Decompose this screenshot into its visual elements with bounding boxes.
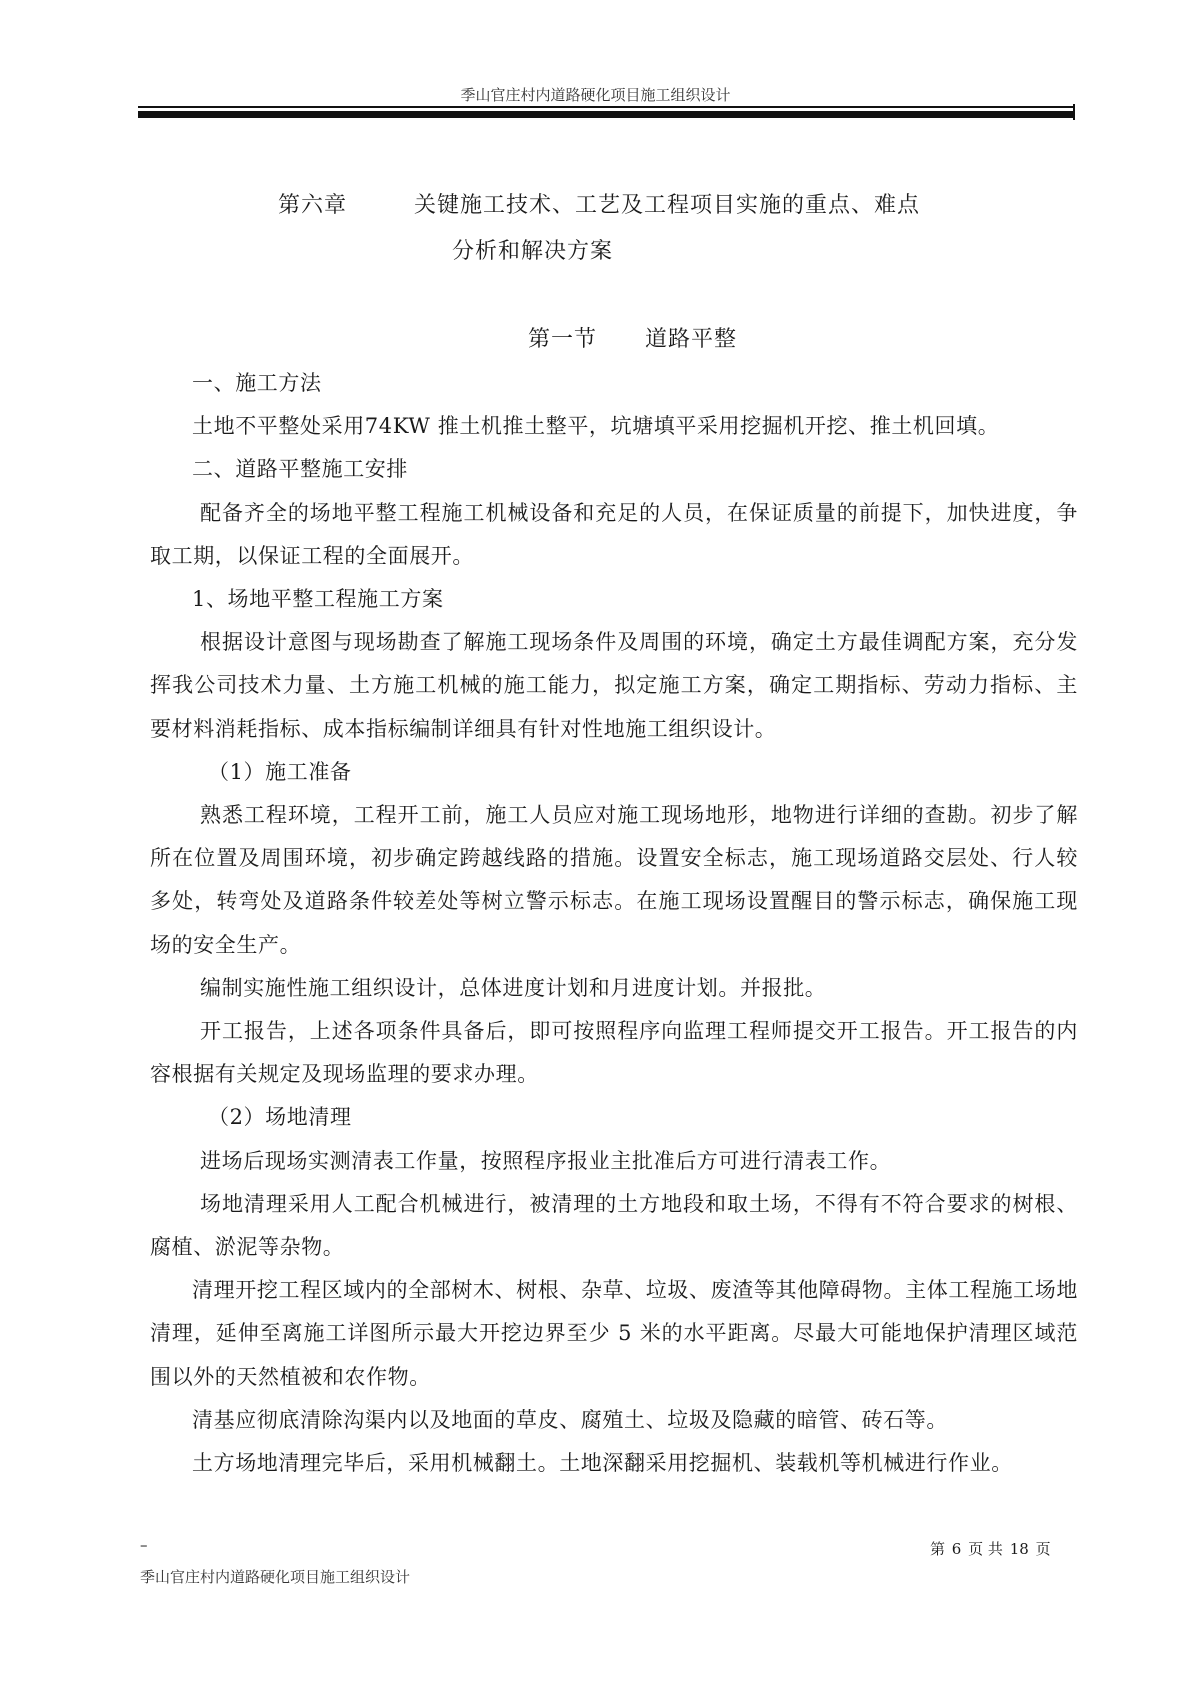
chapter-title-line2: 分析和解决方案: [452, 239, 614, 264]
paragraph: 编制实施性施工组织设计，总体进度计划和月进度计划。并报批。: [200, 975, 827, 1000]
page-mid: 页 共: [968, 1540, 1003, 1558]
paragraph: 土方场地清理完毕后，采用机械翻土。土地深翻采用挖掘机、装载机等机械进行作业。: [192, 1451, 1013, 1476]
section-heading: [528, 322, 737, 353]
footer-title: 季山官庄村内道路硬化项目施工组织设计: [140, 1568, 411, 1586]
header-rule-thin: [138, 106, 1075, 108]
paragraph: 开工报告，上述各项条件具备后，即可按照程序向监理工程师提交开工报告。开工报告的内容根据有关规定及现场监理的要求办理。: [150, 1019, 1078, 1087]
heading-construction-method: 一、施工方法: [192, 371, 322, 395]
heading-site-leveling-plan: 1、场地平整工程施工方案: [192, 587, 444, 612]
page-total: 18: [1009, 1540, 1029, 1558]
heading-road-leveling-arrangement: 二、道路平整施工安排: [192, 457, 408, 482]
chapter-label: 第六章: [278, 193, 348, 218]
paragraph: 熟悉工程环境，工程开工前，施工人员应对施工现场地形，地物进行详细的查勘。初步了解所在位置及周围环境，初步确定跨越线路的措施。设置安全标志，施工现场道路交层处、行人较多处，转弯处及道路条件较差处等树立警示标志。在施工现场设置醒目的警示标志，确保施工现场的安全生产。: [150, 803, 1078, 957]
page-current: 6: [951, 1540, 962, 1558]
header-rule-thick: [138, 111, 1075, 118]
paragraph: 清基应彻底清除沟渠内以及地面的草皮、腐殖土、垃圾及隐藏的暗管、砖石等。: [192, 1407, 948, 1432]
paragraph: 配备齐全的场地平整工程施工机械设备和充足的人员，在保证质量的前提下，加快进度，争取工期，以保证工程的全面展开。: [150, 500, 1078, 568]
page-prefix: 第: [930, 1540, 946, 1558]
page-suffix: 页: [1035, 1540, 1051, 1558]
section-title: 道路平整: [645, 327, 738, 352]
chapter-title-line1: 关键施工技术、工艺及工程项目实施的重点、难点: [414, 193, 921, 218]
paragraph: 根据设计意图与现场勘查了解施工现场条件及周围的环境，确定土方最佳调配方案，充分发挥我公司技术力量、土方施工机械的施工能力，拟定施工方案，确定工期指标、劳动力指标、主要材料消耗指标、成本指标编制详细具有针对性地施工组织设计。: [150, 630, 1078, 741]
heading-site-clearing: （2）场地清理: [208, 1105, 352, 1130]
paragraph: 进场后现场实测清表工作量，按照程序报业主批准后方可进行清表工作。: [200, 1148, 892, 1173]
paragraph: 清理开挖工程区域内的全部树木、树根、杂草、垃圾、废渣等其他障碍物。主体工程施工场地清理，延伸至离施工详图所示最大开挖边界至少 5 米的水平距离。尽最大可能地保护清理区域范围以外的天然植被和农作物。: [150, 1278, 1078, 1389]
header-title: 季山官庄村内道路硬化项目施工组织设计: [460, 86, 731, 104]
header-rule-end: [1073, 104, 1075, 120]
paragraph: 土地不平整处采用74KW 推土机推土整平，坑塘填平采用挖掘机开挖、推土机回填。: [192, 414, 1000, 439]
heading-construction-preparation: （1）施工准备: [208, 759, 352, 784]
footer-dash: –: [140, 1536, 148, 1554]
document-body: [150, 362, 1078, 1485]
section-label: 第一节: [528, 327, 598, 352]
footer-page-number: [930, 1538, 1051, 1559]
paragraph: 场地清理采用人工配合机械进行，被清理的土方地段和取土场，不得有不符合要求的树根、腐植、淤泥等杂物。: [150, 1191, 1078, 1260]
